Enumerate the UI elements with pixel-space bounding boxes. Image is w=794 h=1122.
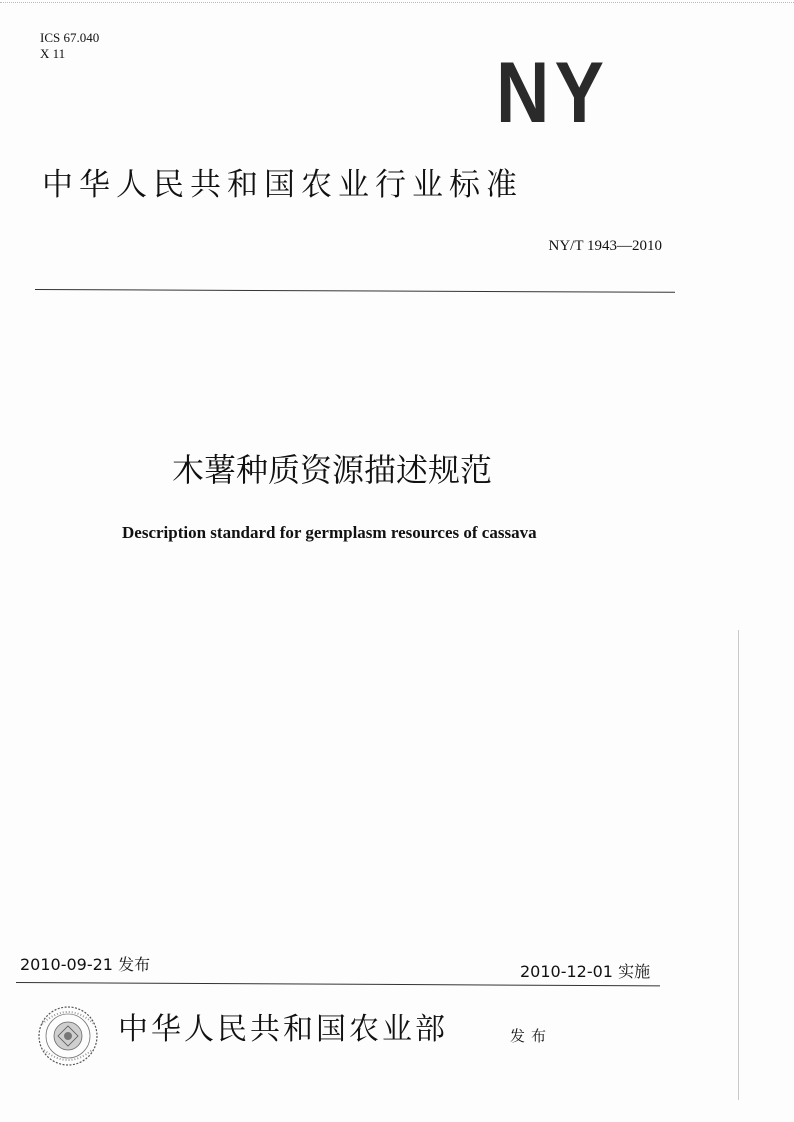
issue-date: 2010-09-21 发布 [20, 955, 151, 974]
page-edge-line [738, 630, 739, 1100]
document-title-cn: 木薯种质资源描述规范 [172, 451, 493, 489]
top-border-line [0, 2, 794, 3]
document-title-en: Description standard for germplasm resources of cassava [122, 523, 537, 542]
standard-number: NY/T 1943—2010 [548, 238, 662, 254]
implementation-date: 2010-12-01 实施 [520, 962, 651, 981]
ministry-seal-icon [36, 1004, 100, 1068]
publisher-name: 中华人民共和国农业部 [118, 1012, 448, 1047]
ics-code: ICS 67.040 [40, 30, 100, 45]
ccs-code: X 11 [40, 46, 66, 61]
publish-label: 发布 [510, 1027, 553, 1045]
issuer-title: 中华人民共和国农业行业标准 [42, 167, 523, 203]
classification-codes [40, 30, 99, 62]
header-divider [35, 289, 675, 293]
ny-logo: NY [496, 45, 610, 141]
